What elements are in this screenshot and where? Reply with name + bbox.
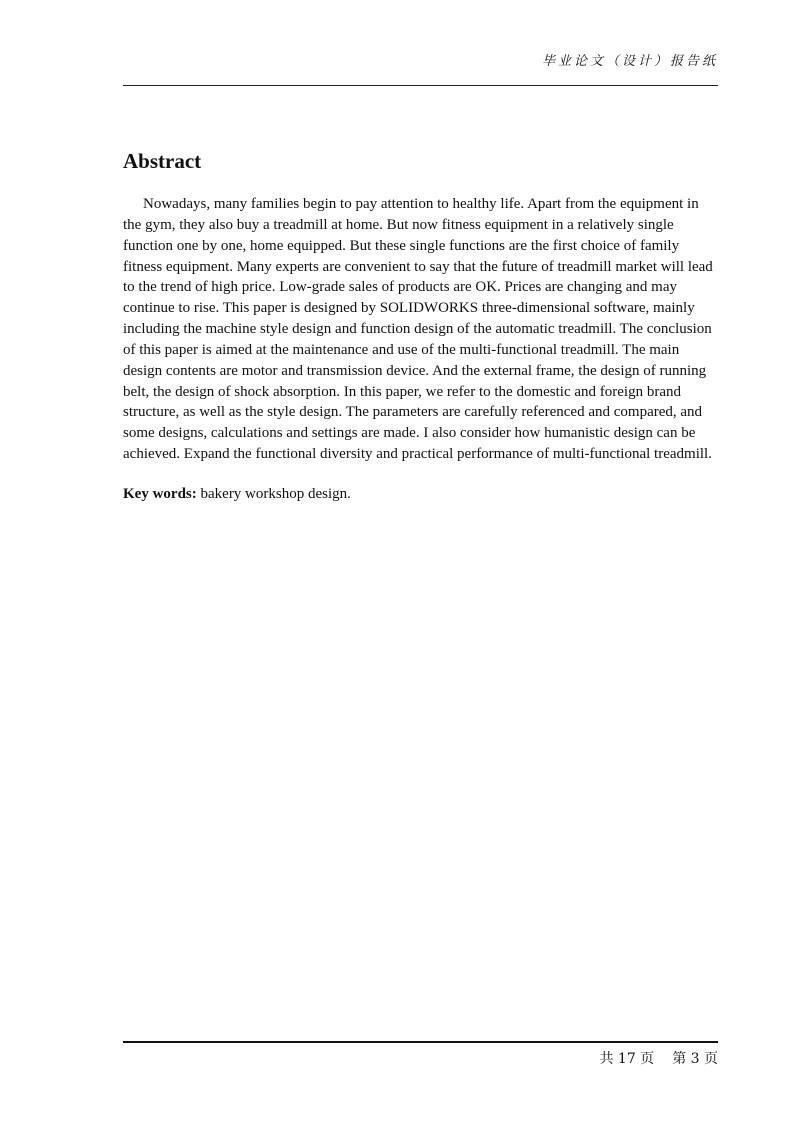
- abstract-section: [123, 146, 719, 504]
- header-title: 毕业论文（设计）报告纸: [541, 54, 718, 69]
- keywords-value: bakery workshop design.: [196, 485, 351, 502]
- current-page: 第 3 页: [672, 1051, 718, 1067]
- total-pages: 共 17 页: [599, 1051, 655, 1067]
- page-footer: [123, 1041, 718, 1073]
- page-number: [599, 1048, 718, 1068]
- abstract-body: Nowadays, many families begin to pay attention to healthy life. Apart from the equipment in the gym, they also buy a treadmill at home. But now fitness equipment in a relatively single function one by one, home equipped. But these single functions are the first choice of family fitness equipment. Many experts are convenient to say that the future of treadmill market will lead to the trend of high price. Low-grade sales of products are OK. Prices are changing and may continue to rise. This paper is designed by SOLIDWORKS three-dimensional software, mainly including the machine style design and function design of the automatic treadmill. The conclusion of this paper is aimed at the maintenance and use of the multi-functional treadmill. The main design contents are motor and transmission device. And the external frame, the design of running belt, the design of shock absorption. In this paper, we refer to the domestic and foreign brand structure, as well as the style design. The parameters are carefully referenced and compared, and some designs, calculations and settings are made. I also consider how humanistic design can be achieved. Expand the functional diversity and practical performance of multi-functional treadmill.: [123, 196, 713, 463]
- abstract-title: Abstract: [123, 149, 202, 173]
- page-header: [123, 48, 718, 86]
- keywords-label: Key words:: [123, 485, 197, 502]
- keywords-line: [123, 484, 719, 504]
